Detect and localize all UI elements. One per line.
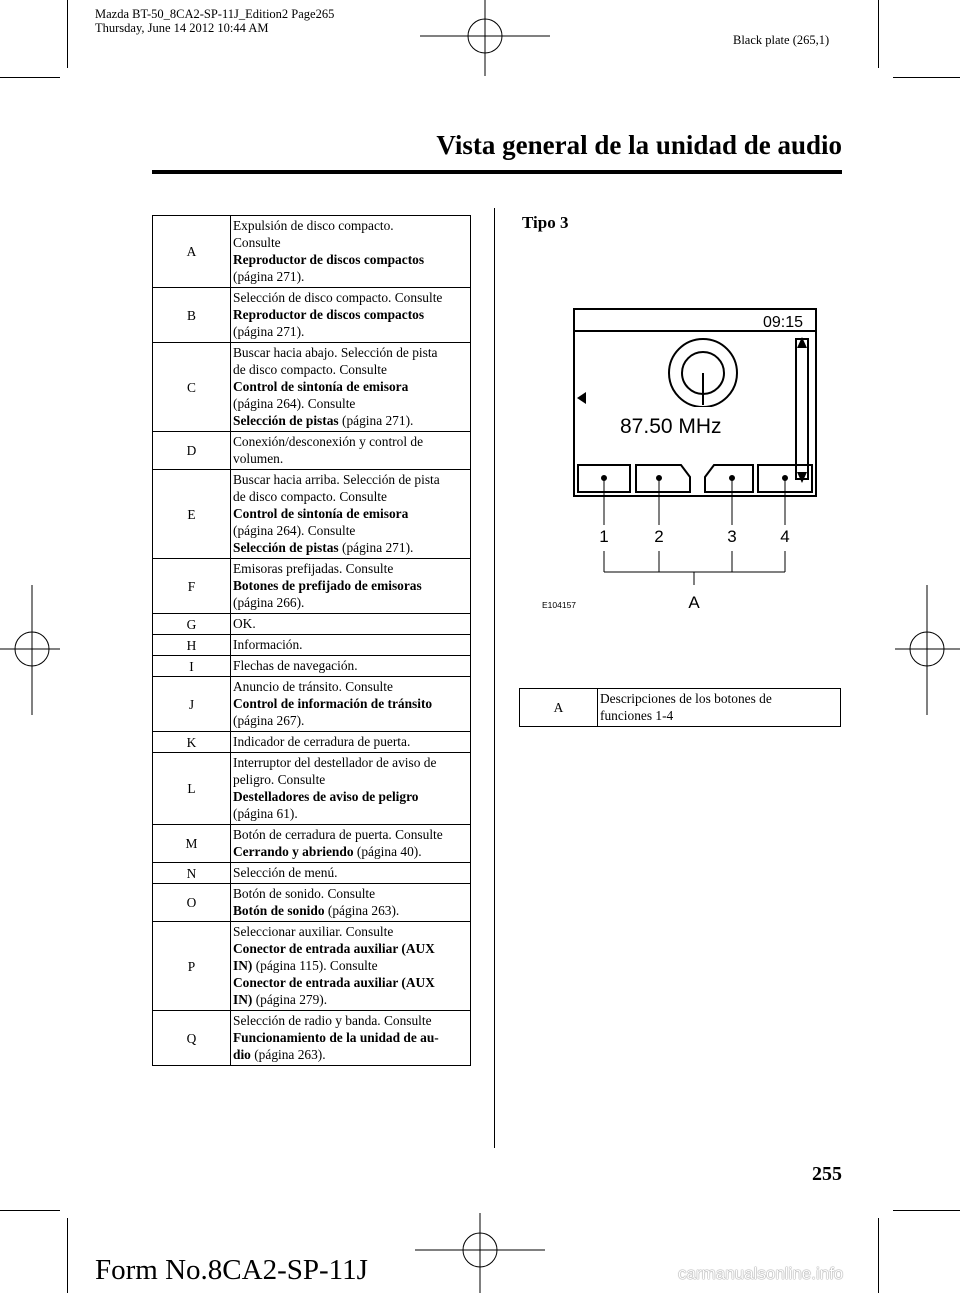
table-row (520, 689, 841, 727)
table-row (153, 470, 471, 559)
row-description (231, 288, 471, 343)
description-text: Indicador de cerradura de puerta. (233, 734, 411, 749)
row-key: O (153, 884, 231, 922)
reference-link-text: Destelladores de aviso de peligro (233, 789, 419, 804)
reference-link-text: Control de sintonía de emisora (233, 506, 409, 521)
reference-link-text: Control de sintonía de emisora (233, 379, 409, 394)
description-text: Selección de radio y banda. Consulte (233, 1013, 432, 1028)
table-row (153, 656, 471, 677)
description-text: volumen. (233, 451, 284, 466)
row-key: D (153, 432, 231, 470)
crop-mark (893, 1210, 960, 1211)
row-description (231, 635, 471, 656)
reference-link-text: Selección de pistas (233, 413, 339, 428)
reference-link-text: Botón de sonido (233, 903, 325, 918)
print-header (95, 7, 334, 35)
description-text: Descripciones de los botones de (600, 691, 772, 706)
table-row (153, 825, 471, 863)
reference-link-text: Botones de prefijado de emisoras (233, 578, 422, 593)
registration-mark-bottom (415, 1213, 545, 1293)
registration-mark-left (0, 585, 60, 715)
row-key: A (520, 689, 598, 727)
crop-mark (878, 0, 879, 68)
description-text: (página 267). (233, 713, 305, 728)
crop-mark (67, 1218, 68, 1293)
table-row (153, 614, 471, 635)
row-description (231, 1011, 471, 1066)
row-key: A (153, 216, 231, 288)
row-description (598, 689, 841, 727)
description-text: Selección de menú. (233, 865, 338, 880)
title-rule (152, 170, 842, 174)
description-text: Seleccionar auxiliar. Consulte (233, 924, 394, 939)
description-text: Flechas de navegación. (233, 658, 358, 673)
table-row (153, 432, 471, 470)
print-file-line: Mazda BT-50_8CA2-SP-11J_Edition2 Page265 (95, 7, 335, 21)
row-key: M (153, 825, 231, 863)
row-description (231, 677, 471, 732)
display-frame (574, 309, 816, 496)
description-text: Botón de sonido. Consulte (233, 886, 376, 901)
row-key: B (153, 288, 231, 343)
description-text: (página 264). Consulte (233, 396, 356, 411)
reference-link-text: Funcionamiento de la unidad de au- (233, 1030, 439, 1045)
row-description (231, 216, 471, 288)
registration-mark-top (420, 0, 550, 80)
row-key: C (153, 343, 231, 432)
form-number: Form No.8CA2-SP-11J (95, 1254, 368, 1286)
row-description (231, 656, 471, 677)
reference-link-text: Selección de pistas (233, 540, 339, 555)
description-text: de disco compacto. Consulte (233, 489, 387, 504)
table-row (153, 732, 471, 753)
button-number-4: 4 (780, 527, 790, 546)
tipo-heading: Tipo 3 (522, 213, 569, 232)
description-text: (página 263). (324, 903, 400, 918)
description-text: Consulte (233, 235, 281, 250)
table-row (153, 922, 471, 1011)
button-number-1: 1 (599, 527, 609, 546)
description-text: OK. (233, 616, 256, 631)
audio-display-figure (520, 300, 820, 620)
description-text: (página 271). (233, 269, 305, 284)
table-row (153, 343, 471, 432)
reference-link-text: Control de información de tránsito (233, 696, 433, 711)
plate-label: Black plate (265,1) (733, 33, 830, 47)
row-description (231, 343, 471, 432)
table-row (153, 1011, 471, 1066)
description-text: Buscar hacia abajo. Selección de pista (233, 345, 438, 360)
reference-link-text: Conector de entrada auxiliar (AUX (233, 975, 435, 990)
row-description (231, 732, 471, 753)
description-text: peligro. Consulte (233, 772, 326, 787)
section-title: Vista general de la unidad de audio (436, 130, 842, 160)
description-text: (página 61). (233, 806, 298, 821)
description-text: (página 271). (338, 540, 414, 555)
reference-link-text: Reproductor de discos compactos (233, 307, 425, 322)
clock-display: 09:15 (762, 314, 803, 331)
watermark: carmanualsonline.info (678, 1264, 844, 1283)
description-text: Selección de disco compacto. Consulte (233, 290, 443, 305)
table-row (153, 559, 471, 614)
function-buttons-table (519, 688, 841, 727)
reference-link-text: Reproductor de discos compactos (233, 252, 425, 267)
group-label: A (688, 593, 700, 612)
image-code: E104157 (542, 600, 577, 610)
row-description (231, 753, 471, 825)
row-key: E (153, 470, 231, 559)
column-divider (494, 208, 495, 1148)
row-description (231, 614, 471, 635)
reference-link-text: Cerrando y abriendo (233, 844, 354, 859)
row-description (231, 863, 471, 884)
description-text: Botón de cerradura de puerta. Consulte (233, 827, 443, 842)
row-description (231, 432, 471, 470)
description-text: Anuncio de tránsito. Consulte (233, 679, 393, 694)
row-key: N (153, 863, 231, 884)
description-text: Emisoras prefijadas. Consulte (233, 561, 394, 576)
row-key: H (153, 635, 231, 656)
table-row (153, 753, 471, 825)
button-number-2: 2 (654, 527, 664, 546)
description-text: Conexión/desconexión y control de (233, 434, 424, 449)
crop-mark (893, 77, 960, 78)
registration-mark-right (895, 585, 960, 715)
row-description (231, 884, 471, 922)
print-date-line: Thursday, June 14 2012 10:44 AM (95, 21, 269, 35)
row-description (231, 559, 471, 614)
description-text: Buscar hacia arriba. Selección de pista (233, 472, 440, 487)
description-text: Expulsión de disco compacto. (233, 218, 394, 233)
table-row (153, 884, 471, 922)
row-key: J (153, 677, 231, 732)
table-row (153, 635, 471, 656)
row-description (231, 922, 471, 1011)
table-row (153, 216, 471, 288)
table-row (153, 288, 471, 343)
reference-link-text: IN) (233, 992, 253, 1007)
reference-link-text: Conector de entrada auxiliar (AUX (233, 941, 435, 956)
description-text: (página 266). (233, 595, 305, 610)
page-number: 255 (812, 1163, 842, 1185)
crop-mark (0, 77, 60, 78)
crop-mark (0, 1210, 60, 1211)
row-key: Q (153, 1011, 231, 1066)
reference-link-text: IN) (233, 958, 253, 973)
function-buttons-rows (520, 689, 841, 727)
description-text: (página 271). (338, 413, 414, 428)
description-text: (página 40). (353, 844, 422, 859)
description-text: Información. (233, 637, 303, 652)
description-text: (página 271). (233, 324, 305, 339)
row-description (231, 825, 471, 863)
row-key: G (153, 614, 231, 635)
crop-mark (878, 1218, 879, 1293)
row-description (231, 470, 471, 559)
control-reference-rows (153, 216, 471, 1066)
reference-link-text: dio (233, 1047, 251, 1062)
row-key: K (153, 732, 231, 753)
table-row (153, 863, 471, 884)
description-text: (página 263). (250, 1047, 326, 1062)
description-text: funciones 1-4 (600, 708, 674, 723)
description-text: (página 264). Consulte (233, 523, 356, 538)
description-text: Interruptor del destellador de aviso de (233, 755, 437, 770)
crop-mark (67, 0, 68, 68)
row-key: P (153, 922, 231, 1011)
description-text: (página 115). Consulte (252, 958, 378, 973)
table-row (153, 677, 471, 732)
description-text: (página 279). (252, 992, 328, 1007)
row-key: I (153, 656, 231, 677)
button-number-3: 3 (727, 527, 737, 546)
frequency-display: 87.50 MHz (620, 415, 722, 438)
row-key: L (153, 753, 231, 825)
control-reference-table (152, 215, 471, 1066)
description-text: de disco compacto. Consulte (233, 362, 387, 377)
row-key: F (153, 559, 231, 614)
